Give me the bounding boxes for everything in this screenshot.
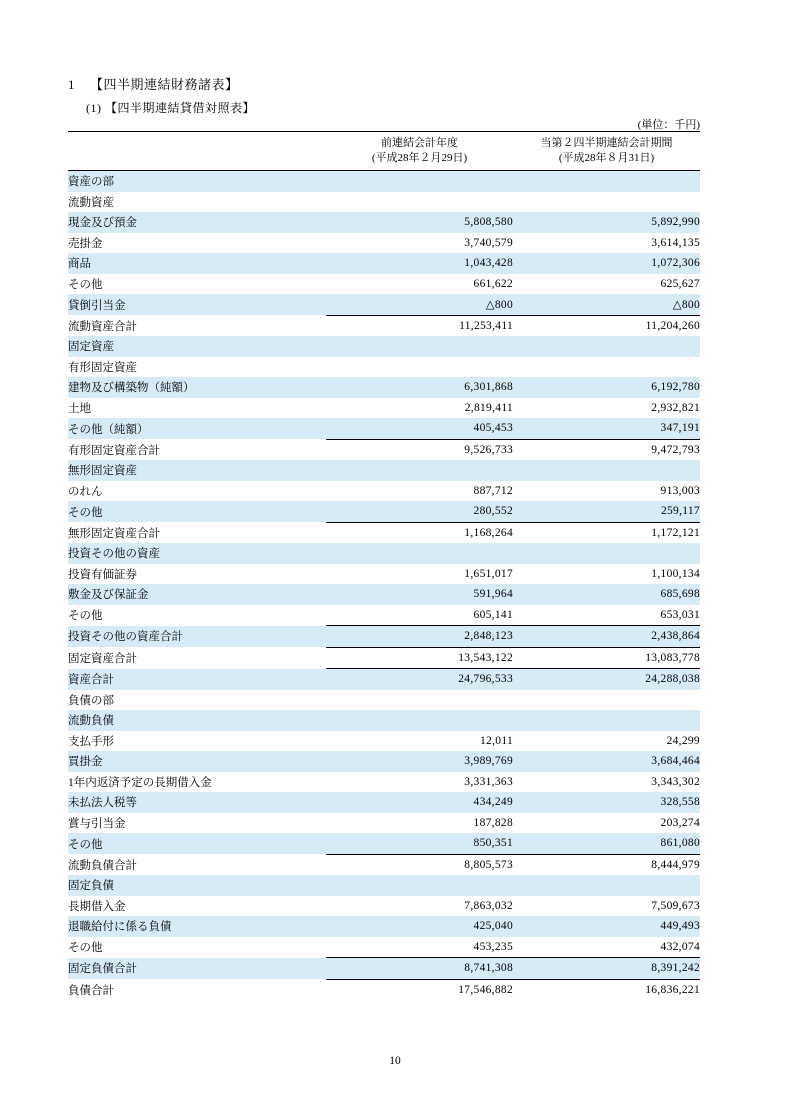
row-value-previous: 605,141 (326, 605, 513, 626)
table-row (68, 792, 700, 813)
row-value-current (513, 357, 700, 378)
row-label: 固定負債 (68, 875, 326, 896)
row-value-previous: 8,741,308 (326, 958, 513, 980)
row-label: 退職給付に係る負債 (68, 916, 326, 937)
row-label: 貸倒引当金 (68, 294, 326, 315)
row-label: 無形固定資産合計 (68, 522, 326, 543)
table-row (68, 916, 700, 937)
table-row (68, 584, 700, 605)
section-heading-2-title: 【四半期連結貸借対照表】 (105, 101, 256, 115)
row-value-current: 2,438,864 (513, 626, 700, 648)
row-label: 売掛金 (68, 233, 326, 254)
row-label: 固定負債合計 (68, 958, 326, 980)
row-value-current: 5,892,990 (513, 212, 700, 233)
row-value-previous: 2,848,123 (326, 626, 513, 648)
row-label: 投資有価証券 (68, 564, 326, 585)
section-heading-1 (68, 74, 239, 93)
row-label: 流動負債 (68, 710, 326, 731)
row-value-previous: 24,796,533 (326, 669, 513, 690)
row-label: 固定資産 (68, 336, 326, 357)
row-value-previous (326, 460, 513, 481)
balance-sheet-table (68, 131, 700, 1000)
row-value-previous: 17,546,882 (326, 979, 513, 1000)
row-value-current: 24,299 (513, 731, 700, 752)
section-heading-2 (86, 99, 255, 116)
table-row (68, 731, 700, 752)
row-label: 資産合計 (68, 669, 326, 690)
row-value-previous: 13,543,122 (326, 647, 513, 669)
row-value-current: 203,274 (513, 813, 700, 834)
row-value-current: 3,684,464 (513, 751, 700, 772)
row-value-previous: 887,712 (326, 481, 513, 502)
row-value-previous (326, 336, 513, 357)
row-value-previous: 3,331,363 (326, 772, 513, 793)
row-value-current: 9,472,793 (513, 439, 700, 460)
table-row (68, 937, 700, 958)
row-value-current: 3,343,302 (513, 772, 700, 793)
row-value-previous: 425,040 (326, 916, 513, 937)
row-label: 資産の部 (68, 171, 326, 192)
table-row (68, 294, 700, 315)
row-label: 支払手形 (68, 731, 326, 752)
row-label: 敷金及び保証金 (68, 584, 326, 605)
row-value-previous (326, 875, 513, 896)
table-row (68, 336, 700, 357)
row-value-previous: △800 (326, 294, 513, 315)
column-header-current (513, 132, 700, 171)
row-value-current: 685,698 (513, 584, 700, 605)
table-row (68, 481, 700, 502)
table-row (68, 439, 700, 460)
row-value-previous: 434,249 (326, 792, 513, 813)
row-value-current: 6,192,780 (513, 377, 700, 398)
column-header-previous-line1: 前連結会計年度 (381, 137, 458, 150)
section-heading-2-number: (1) (86, 101, 102, 115)
row-value-previous: 3,740,579 (326, 233, 513, 254)
row-value-current: 449,493 (513, 916, 700, 937)
row-label: 流動資産合計 (68, 315, 326, 336)
row-label: 無形固定資産 (68, 460, 326, 481)
table-row (68, 690, 700, 711)
row-value-previous: 850,351 (326, 833, 513, 854)
row-value-current: 13,083,778 (513, 647, 700, 669)
column-header-previous-line2: (平成28年２月29日) (371, 152, 468, 164)
row-value-previous: 591,964 (326, 584, 513, 605)
table-row (68, 171, 700, 192)
table-row (68, 315, 700, 336)
row-value-previous: 280,552 (326, 501, 513, 522)
section-heading-1-number: 1 (68, 77, 75, 92)
row-label: 有形固定資産 (68, 357, 326, 378)
row-value-current: 11,204,260 (513, 315, 700, 336)
row-value-current: 328,558 (513, 792, 700, 813)
row-value-current (513, 543, 700, 564)
row-value-previous (326, 690, 513, 711)
row-value-current: 259,117 (513, 501, 700, 522)
row-value-current: 24,288,038 (513, 669, 700, 690)
table-row (68, 669, 700, 690)
row-value-current: 3,614,135 (513, 233, 700, 254)
row-value-current: 913,003 (513, 481, 700, 502)
row-label: 1年内返済予定の長期借入金 (68, 772, 326, 793)
row-label: 流動資産 (68, 192, 326, 213)
row-value-previous (326, 543, 513, 564)
table-row (68, 274, 700, 295)
row-label: その他（純額） (68, 418, 326, 439)
row-value-current: 861,080 (513, 833, 700, 854)
row-value-previous: 8,805,573 (326, 854, 513, 875)
table-row (68, 543, 700, 564)
row-label: その他 (68, 274, 326, 295)
table-row (68, 896, 700, 917)
row-value-previous: 5,808,580 (326, 212, 513, 233)
row-value-current: 1,072,306 (513, 253, 700, 274)
row-label: その他 (68, 605, 326, 626)
row-value-previous: 405,453 (326, 418, 513, 439)
row-value-current: 2,932,821 (513, 398, 700, 419)
table-row (68, 212, 700, 233)
table-row (68, 233, 700, 254)
row-value-current (513, 690, 700, 711)
row-value-current: 1,172,121 (513, 522, 700, 543)
unit-note: (単位：千円) (637, 119, 700, 131)
row-value-previous: 6,301,868 (326, 377, 513, 398)
table-row (68, 357, 700, 378)
row-label: 流動負債合計 (68, 854, 326, 875)
row-value-current: 16,836,221 (513, 979, 700, 1000)
row-label: 負債の部 (68, 690, 326, 711)
row-value-previous (326, 357, 513, 378)
row-label: のれん (68, 481, 326, 502)
table-row (68, 605, 700, 626)
table-row (68, 398, 700, 419)
section-heading-1-title: 【四半期連結財務諸表】 (90, 77, 239, 92)
row-value-current: 625,627 (513, 274, 700, 295)
table-row (68, 522, 700, 543)
table-row (68, 253, 700, 274)
row-label: 買掛金 (68, 751, 326, 772)
row-value-previous: 12,011 (326, 731, 513, 752)
row-label: 土地 (68, 398, 326, 419)
table-row (68, 979, 700, 1000)
table-body (68, 171, 700, 1001)
column-header-current-line1: 当第２四半期連結会計期間 (540, 137, 673, 150)
row-value-current (513, 171, 700, 192)
table-row (68, 377, 700, 398)
row-value-previous: 3,989,769 (326, 751, 513, 772)
table-row (68, 751, 700, 772)
table-row (68, 460, 700, 481)
table-row (68, 192, 700, 213)
column-header-previous (326, 132, 513, 171)
row-value-current (513, 875, 700, 896)
table-row (68, 854, 700, 875)
column-header-current-line2: (平成28年８月31日) (558, 152, 655, 164)
row-value-previous: 7,863,032 (326, 896, 513, 917)
row-value-previous: 187,828 (326, 813, 513, 834)
row-value-current: △800 (513, 294, 700, 315)
row-value-previous: 1,043,428 (326, 253, 513, 274)
row-value-current: 7,509,673 (513, 896, 700, 917)
table-row (68, 564, 700, 585)
row-value-previous: 1,651,017 (326, 564, 513, 585)
row-label: 投資その他の資産 (68, 543, 326, 564)
table-row (68, 647, 700, 669)
table-header (68, 132, 700, 171)
row-label: 賞与引当金 (68, 813, 326, 834)
row-value-current: 432,074 (513, 937, 700, 958)
table-row (68, 833, 700, 854)
row-value-current (513, 336, 700, 357)
row-label: 建物及び構築物（純額） (68, 377, 326, 398)
row-value-previous: 453,235 (326, 937, 513, 958)
table-row (68, 710, 700, 731)
row-value-previous (326, 171, 513, 192)
column-header-blank (68, 132, 326, 171)
table-row (68, 875, 700, 896)
row-value-previous (326, 192, 513, 213)
row-label: 商品 (68, 253, 326, 274)
table-row (68, 418, 700, 439)
row-label: 負債合計 (68, 979, 326, 1000)
row-value-current: 1,100,134 (513, 564, 700, 585)
table-row (68, 958, 700, 980)
row-value-previous: 11,253,411 (326, 315, 513, 336)
page-number: 10 (389, 1055, 401, 1067)
row-label: 長期借入金 (68, 896, 326, 917)
row-label: 有形固定資産合計 (68, 439, 326, 460)
row-value-previous (326, 710, 513, 731)
row-label: 投資その他の資産合計 (68, 626, 326, 648)
row-value-current: 653,031 (513, 605, 700, 626)
row-value-current: 347,191 (513, 418, 700, 439)
row-value-previous: 2,819,411 (326, 398, 513, 419)
table-row (68, 626, 700, 648)
table-row (68, 772, 700, 793)
row-label: その他 (68, 501, 326, 522)
row-value-current (513, 460, 700, 481)
table-row (68, 501, 700, 522)
row-label: 未払法人税等 (68, 792, 326, 813)
row-label: その他 (68, 937, 326, 958)
row-value-current (513, 710, 700, 731)
row-value-previous: 9,526,733 (326, 439, 513, 460)
row-value-previous: 661,622 (326, 274, 513, 295)
row-label: 固定資産合計 (68, 647, 326, 669)
row-label: その他 (68, 833, 326, 854)
table-row (68, 813, 700, 834)
row-value-current: 8,444,979 (513, 854, 700, 875)
row-value-current (513, 192, 700, 213)
row-label: 現金及び預金 (68, 212, 326, 233)
row-value-current: 8,391,242 (513, 958, 700, 980)
row-value-previous: 1,168,264 (326, 522, 513, 543)
